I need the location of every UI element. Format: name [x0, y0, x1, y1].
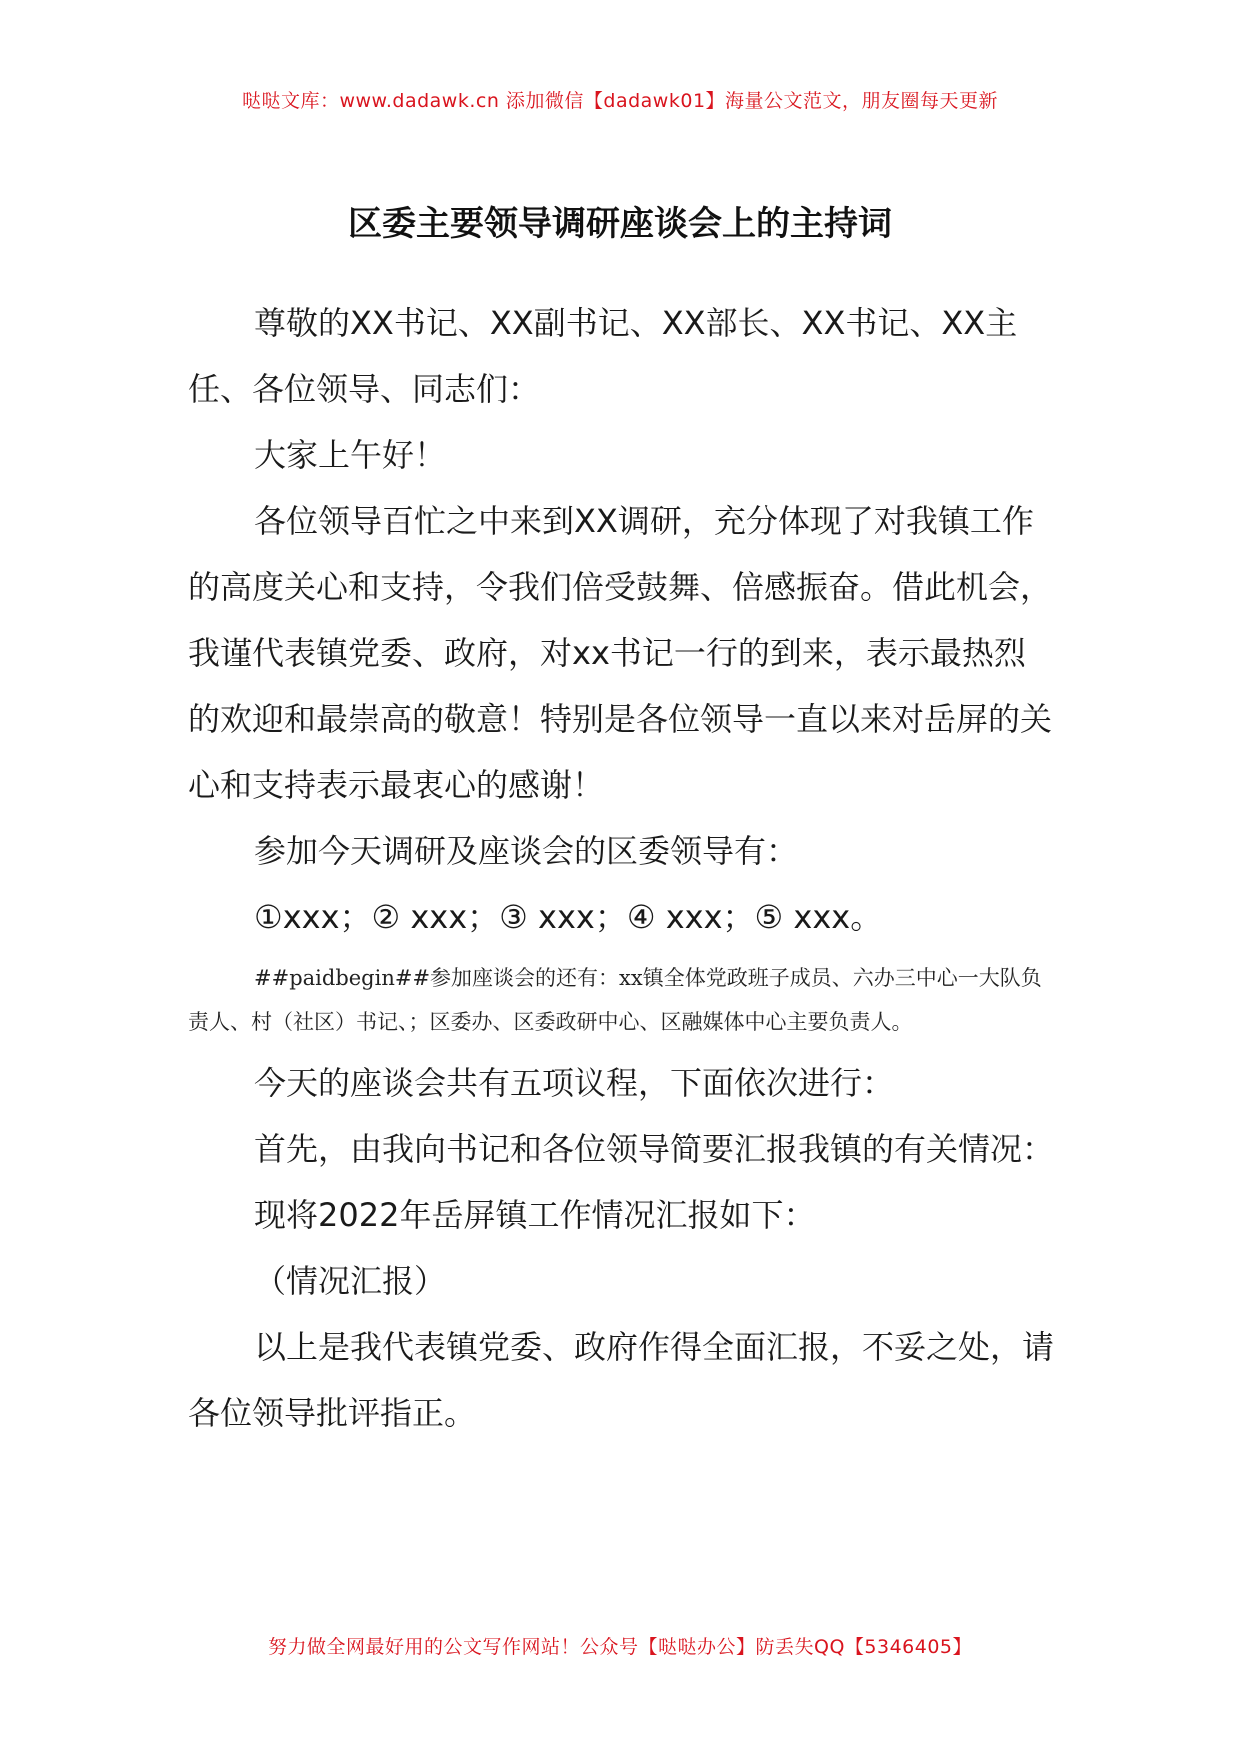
paragraph-leaders-list: ①xxx；② xxx；③ xxx；④ xxx；⑤ xxx。 [254, 898, 883, 936]
paragraph-report-placeholder: （情况汇报） [254, 1262, 447, 1300]
paragraph-agenda: 今天的座谈会共有五项议程，下面依次进行： [254, 1064, 895, 1102]
paragraph-report-intro: 现将2022年岳屏镇工作情况汇报如下： [254, 1196, 816, 1234]
footer-banner: 努力做全网最好用的公文写作网站！公众号【哒哒办公】防丢失QQ【5346405】 [267, 1636, 973, 1658]
paragraph-salutation: 尊敬的XX书记、XX副书记、XX部长、XX书记、XX主任、各位领导、同志们： [188, 304, 1018, 408]
paragraph-greeting: 大家上午好！ [254, 436, 447, 474]
header-banner: 哒哒文库：www.dadawk.cn 添加微信【dadawk01】海量公文范文，朋友圈每天更新 [241, 90, 999, 112]
document-title: 区委主要领导调研座谈会上的主持词 [348, 204, 892, 244]
paragraph-closing: 以上是我代表镇党委、政府作得全面汇报，不妥之处，请各位领导批评指正。 [188, 1328, 1055, 1432]
paragraph-first-item: 首先，由我向书记和各位领导简要汇报我镇的有关情况： [254, 1130, 1055, 1168]
paragraph-attendees: ##paidbegin##参加座谈会的还有：xx镇全体党政班子成员、六办三中心一大队负责人、村（社区）书记、；区委办、区委政研中心、区融媒体中心主要负责人。 [188, 966, 1042, 1034]
paragraph-welcome: 各位领导百忙之中来到XX调研，充分体现了对我镇工作的高度关心和支持，令我们倍受鼓舞、倍感振奋。借此机会，我谨代表镇党委、政府，对xx书记一行的到来，表示最热烈的欢迎和最崇高的敬意！特别是各位领导一直以来对岳屏的关心和支持表示最衷心的感谢！ [188, 502, 1053, 804]
paragraph-leaders-intro: 参加今天调研及座谈会的区委领导有： [254, 832, 799, 870]
document-body [188, 290, 1054, 1446]
